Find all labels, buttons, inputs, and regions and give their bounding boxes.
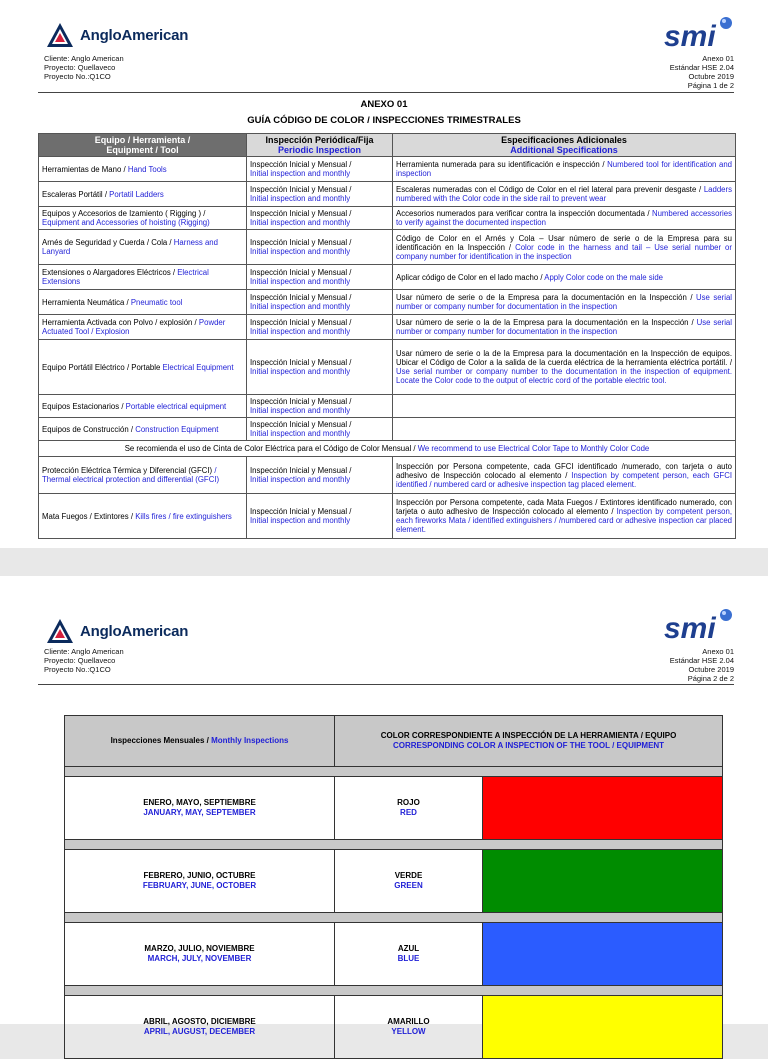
anglo-american-logo-icon — [46, 22, 74, 48]
monthly-color-table — [64, 715, 723, 1059]
specs-cell — [393, 182, 736, 207]
inspection-es: Inspección Inicial y Mensual / — [250, 397, 352, 406]
color-en: RED — [400, 808, 417, 817]
monthly-table-body — [65, 767, 723, 1059]
inspection-cell — [247, 230, 393, 265]
separator-cell — [65, 913, 723, 923]
annex-label: Anexo 01 — [702, 54, 734, 63]
specs-es: Escaleras numeradas con el Código de Color en el riel lateral para prevenir desgaste / — [396, 185, 702, 194]
header-divider — [38, 92, 734, 93]
months-en: MARCH, JULY, NOVEMBER — [147, 954, 252, 963]
inspection-en: Initial inspection and monthly — [250, 367, 351, 376]
color-en: BLUE — [397, 954, 420, 963]
color-swatch — [483, 777, 723, 840]
note-cell — [39, 441, 736, 457]
equipment-es: Escaleras Portátil / — [42, 189, 107, 199]
table-row — [39, 395, 736, 418]
specs-en: Inspection by competent person, each GFCI identified / numbered card or adhesive inspection tag placed element. — [396, 470, 732, 489]
months-en: FEBRUARY, JUNE, OCTOBER — [142, 881, 257, 890]
specs-en: Color code in the harness and tail – Use serial number or company number for identification in the inspection — [396, 242, 732, 261]
inspection-cell — [247, 207, 393, 230]
specs-en: Use serial number or company number for documentation in the inspection — [396, 293, 733, 311]
specs-en: Ladders numbered with the Color code in the side rail to prevent wear — [396, 185, 732, 203]
specs-en: Apply Color code on the male side — [544, 272, 664, 282]
color-name-cell — [335, 850, 483, 913]
month-row — [65, 996, 723, 1059]
svg-text:smi: smi — [664, 612, 716, 645]
inspection-cell — [247, 340, 393, 395]
table-row — [39, 340, 736, 395]
page-number: Página 1 de 2 — [687, 81, 734, 90]
header-equipment-es: Equipo / Herramienta / — [94, 135, 191, 145]
inspection-es: Inspección Inicial y Mensual / — [250, 358, 352, 367]
equipment-cell — [39, 207, 247, 230]
anglo-american-logo — [46, 618, 188, 644]
project-number-line: Proyecto No.:Q1CO — [44, 665, 111, 674]
inspection-cell — [247, 265, 393, 290]
table-row — [39, 265, 736, 290]
header-monthly — [65, 716, 335, 767]
table-row — [39, 494, 736, 539]
header-specs — [393, 134, 736, 157]
smi-logo-icon — [662, 16, 734, 52]
inspection-es: Inspección Inicial y Mensual / — [250, 507, 352, 516]
document-page-2 — [0, 576, 768, 1036]
header-equipment — [39, 134, 247, 157]
equipment-en: Portable electrical equipment — [125, 401, 227, 411]
months-cell — [65, 996, 335, 1059]
equipment-en: Electrical Equipment — [162, 362, 234, 372]
equipment-cell — [39, 340, 247, 395]
month-row — [65, 777, 723, 840]
table-row — [39, 315, 736, 340]
equipment-en: Construction Equipment — [135, 424, 219, 434]
equipment-es: Herramientas de Mano / — [42, 164, 126, 174]
header-monthly-es: Inspecciones Mensuales / — [110, 736, 209, 745]
specs-es: Usar número de serie o la de la Empresa para la documentación en la Inspección / — [396, 318, 694, 327]
table-row — [39, 457, 736, 494]
header-specs-es: Especificaciones Adicionales — [501, 135, 627, 145]
table-header-row — [39, 134, 736, 157]
inspection-en: Initial inspection and monthly — [250, 516, 351, 525]
months-cell — [65, 923, 335, 986]
monthly-table-header — [65, 716, 723, 767]
guide-title: GUÍA CÓDIGO DE COLOR / INSPECCIONES TRIMESTRALES — [247, 115, 521, 126]
equipment-cell — [39, 265, 247, 290]
inspection-en: Initial inspection and monthly — [250, 406, 351, 415]
color-en: YELLOW — [391, 1027, 426, 1036]
separator-row — [65, 986, 723, 996]
equipment-cell — [39, 290, 247, 315]
equipment-en: Harness and Lanyard — [42, 238, 218, 256]
inspection-en: Initial inspection and monthly — [250, 218, 351, 227]
month-row — [65, 923, 723, 986]
smi-logo-icon — [662, 608, 734, 644]
equipment-cell — [39, 418, 247, 441]
equipment-cell — [39, 395, 247, 418]
specs-es: Inspección por Persona competente, cada GFCI identificado /numerado, con tarjeta o auto adhesivo de Inspección colocado al elemento / — [396, 461, 732, 480]
project-number-line: Proyecto No.:Q1CO — [44, 72, 111, 81]
specs-cell — [393, 207, 736, 230]
equipment-cell — [39, 157, 247, 182]
client-info — [44, 54, 124, 81]
specs-es: Usar número de serie o la de la Empresa para la documentación en la Inspección de equipos. Ubicar el Código de Color a la salida de la cuerda eléctrica de la herramienta eléctrica portátil. / — [396, 349, 732, 367]
specs-en: Use serial number or company number for documentation in the inspection — [396, 318, 732, 336]
month-row — [65, 850, 723, 913]
inspection-en: Initial inspection and monthly — [250, 475, 351, 484]
equipment-en: Powder Actuated Tool / Explosion — [42, 318, 226, 336]
client-line: Cliente: Anglo American — [44, 54, 124, 63]
equipment-es: Protección Eléctrica Térmica y Diferencial (GFCI) — [42, 466, 213, 475]
document-meta — [670, 647, 734, 683]
date-label: Octubre 2019 — [688, 665, 734, 674]
specs-es: Código de Color en el Arnés y Cola – Usar número de serie o de la Empresa para su identificación en la Inspección / — [396, 233, 732, 252]
months-cell — [65, 777, 335, 840]
equipment-es: Equipos y Accesorios de Izamiento ( Rigging ) / — [42, 209, 206, 218]
inspection-en: Initial inspection and monthly — [250, 169, 351, 178]
months-cell — [65, 850, 335, 913]
equipment-en: Hand Tools — [127, 164, 167, 174]
specs-es: Herramienta numerada para su identificación e inspección / — [396, 160, 605, 169]
smi-logo — [662, 608, 734, 649]
equipment-es: Equipos Estacionarios / — [42, 401, 124, 411]
specs-cell — [393, 340, 736, 395]
table-row — [39, 230, 736, 265]
inspection-cell — [247, 157, 393, 182]
months-es: FEBRERO, JUNIO, OCTUBRE — [143, 871, 256, 880]
months-en: JANUARY, MAY, SEPTEMBER — [143, 808, 256, 817]
annex-title: ANEXO 01 — [360, 99, 408, 110]
inspection-es: Inspección Inicial y Mensual / — [250, 160, 352, 169]
table-row — [39, 290, 736, 315]
separator-row — [65, 767, 723, 777]
table-body-2 — [39, 457, 736, 539]
inspection-cell — [247, 315, 393, 340]
equipment-en: Portatil Ladders — [109, 189, 164, 199]
anglo-american-logo-icon — [46, 618, 74, 644]
client-info — [44, 647, 124, 674]
equipment-es: Extensiones o Alargadores Eléctricos / — [42, 268, 176, 277]
table-row — [39, 182, 736, 207]
specs-en: Inspection by competent person, each fireworks Mata / identified extinguishers / /numbered card or adhesive inspection car placed element. — [396, 507, 732, 534]
specs-cell — [393, 494, 736, 539]
date-label: Octubre 2019 — [688, 72, 734, 81]
header-specs-en: Additional Specifications — [510, 145, 618, 155]
inspection-es: Inspección Inicial y Mensual / — [250, 318, 352, 327]
client-line: Cliente: Anglo American — [44, 647, 124, 656]
equipment-es: Herramienta Neumática / — [42, 297, 129, 307]
specs-cell — [393, 395, 736, 418]
inspection-es: Inspección Inicial y Mensual / — [250, 185, 352, 194]
page-number: Página 2 de 2 — [687, 674, 734, 683]
inspection-es: Inspección Inicial y Mensual / — [250, 466, 352, 475]
equipment-cell — [39, 182, 247, 207]
inspection-en: Initial inspection and monthly — [250, 277, 351, 286]
table-body-1 — [39, 157, 736, 441]
specs-cell — [393, 290, 736, 315]
inspection-es: Inspección Inicial y Mensual / — [250, 293, 352, 302]
color-swatch — [483, 923, 723, 986]
inspection-es: Inspección Inicial y Mensual / — [250, 268, 352, 277]
specs-cell — [393, 157, 736, 182]
anglo-american-logo — [46, 22, 188, 48]
document-meta — [670, 54, 734, 90]
inspection-en: Initial inspection and monthly — [250, 327, 351, 336]
project-line: Proyecto: Quellaveco — [44, 63, 116, 72]
inspection-es: Inspección Inicial y Mensual / — [250, 209, 352, 218]
equipment-cell — [39, 494, 247, 539]
inspection-en: Initial inspection and monthly — [250, 302, 351, 311]
specs-en: Numbered accessories to verify against the documented inspection — [396, 209, 732, 227]
header-inspection-es: Inspección Periódica/Fija — [265, 135, 374, 145]
inspection-cell — [247, 418, 393, 441]
specs-cell — [393, 457, 736, 494]
inspection-guide-table — [38, 133, 736, 539]
project-line: Proyecto: Quellaveco — [44, 656, 116, 665]
inspection-en: Initial inspection and monthly — [250, 194, 351, 203]
equipment-en: Kills fires / fire extinguishers — [135, 511, 232, 521]
header-equipment-en: Equipment / Tool — [106, 145, 179, 155]
specs-es: Inspección por Persona competente, cada Mata Fuegos / Extintores identificado numerado, con tarjeta o auto adhesivo de Inspección colocado al elemento / — [396, 498, 732, 516]
specs-es: Accesorios numerados para verificar contra la inspección documentada / — [396, 209, 650, 218]
inspection-cell — [247, 457, 393, 494]
color-name-cell — [335, 923, 483, 986]
header-inspection — [247, 134, 393, 157]
separator-row — [65, 840, 723, 850]
specs-cell — [393, 265, 736, 290]
months-es: MARZO, JULIO, NOVIEMBRE — [144, 944, 255, 953]
color-es: AMARILLO — [387, 1017, 430, 1026]
inspection-es: Inspección Inicial y Mensual / — [250, 238, 352, 247]
specs-en: Use serial number or company number to the documentation in the inspection of equipment. Locate the Color code to the output of electric cord of the portable electric tool. — [396, 367, 732, 385]
table-row — [39, 418, 736, 441]
header-color — [335, 716, 723, 767]
specs-en: Numbered tool for identification and inspection — [396, 160, 732, 178]
color-name-cell — [335, 777, 483, 840]
months-es: ABRIL, AGOSTO, DICIEMBRE — [143, 1017, 256, 1026]
equipment-es: Mata Fuegos / Extintores / — [42, 511, 134, 521]
color-es: ROJO — [397, 798, 420, 807]
header-monthly-en: Monthly Inspections — [211, 736, 289, 745]
color-swatch — [483, 996, 723, 1059]
specs-cell — [393, 230, 736, 265]
header-color-es: COLOR CORRESPONDIENTE A INSPECCIÓN DE LA HERRAMIENTA / EQUIPO — [380, 731, 677, 740]
color-name-cell — [335, 996, 483, 1059]
smi-logo — [662, 16, 734, 57]
table-row — [39, 207, 736, 230]
months-es: ENERO, MAYO, SEPTIEMBRE — [143, 798, 256, 807]
separator-cell — [65, 840, 723, 850]
color-swatch — [483, 850, 723, 913]
specs-cell — [393, 418, 736, 441]
standard-label: Estándar HSE 2.04 — [669, 63, 734, 72]
equipment-en: / Thermal electrical protection and differential (GFCI) — [42, 466, 220, 484]
separator-row — [65, 913, 723, 923]
equipment-en: Equipment and Accessories of hoisting (Rigging) — [42, 218, 210, 227]
inspection-cell — [247, 395, 393, 418]
separator-cell — [65, 767, 723, 777]
separator-cell — [65, 986, 723, 996]
specs-es: Aplicar código de Color en el lado macho / — [396, 272, 543, 282]
specs-cell — [393, 315, 736, 340]
equipment-cell — [39, 457, 247, 494]
equipment-es: Arnés de Seguridad y Cuerda / Cola / — [42, 238, 172, 247]
logo-text: AngloAmerican — [80, 622, 189, 640]
note-row — [39, 441, 736, 457]
note-en: We recommend to use Electrical Color Tape to Monthly Color Code — [417, 444, 650, 453]
equipment-es: Equipos de Construcción / — [42, 424, 134, 434]
logo-text: AngloAmerican — [80, 26, 189, 44]
inspection-es: Inspección Inicial y Mensual / — [250, 420, 352, 429]
inspection-en: Initial inspection and monthly — [250, 429, 351, 438]
annex-label: Anexo 01 — [702, 647, 734, 656]
inspection-en: Initial inspection and monthly — [250, 247, 351, 256]
note-es: Se recomienda el uso de Cinta de Color Eléctrica para el Código de Color Mensual / — [124, 444, 416, 453]
table-row — [39, 157, 736, 182]
header-inspection-en: Periodic Inspection — [277, 145, 362, 155]
svg-text:smi: smi — [664, 20, 716, 53]
inspection-cell — [247, 494, 393, 539]
equipment-cell — [39, 315, 247, 340]
color-en: GREEN — [394, 881, 423, 890]
inspection-cell — [247, 182, 393, 207]
equipment-en: Electrical Extensions — [42, 268, 209, 286]
color-es: VERDE — [394, 871, 423, 880]
equipment-es: Herramienta Activada con Polvo / explosión / — [42, 318, 197, 327]
equipment-en: Pneumatic tool — [130, 297, 183, 307]
header-color-en: CORRESPONDING COLOR A INSPECTION OF THE TOOL / EQUIPMENT — [392, 741, 665, 750]
standard-label: Estándar HSE 2.04 — [669, 656, 734, 665]
months-en: APRIL, AUGUST, DECEMBER — [143, 1027, 256, 1036]
inspection-cell — [247, 290, 393, 315]
equipment-cell — [39, 230, 247, 265]
equipment-es: Equipo Portátil Eléctrico / Portable — [42, 362, 161, 372]
header-divider — [38, 684, 734, 685]
color-es: AZUL — [397, 944, 420, 953]
specs-es: Usar número de serie o de la Empresa para la documentación en la Inspección / — [396, 293, 693, 302]
